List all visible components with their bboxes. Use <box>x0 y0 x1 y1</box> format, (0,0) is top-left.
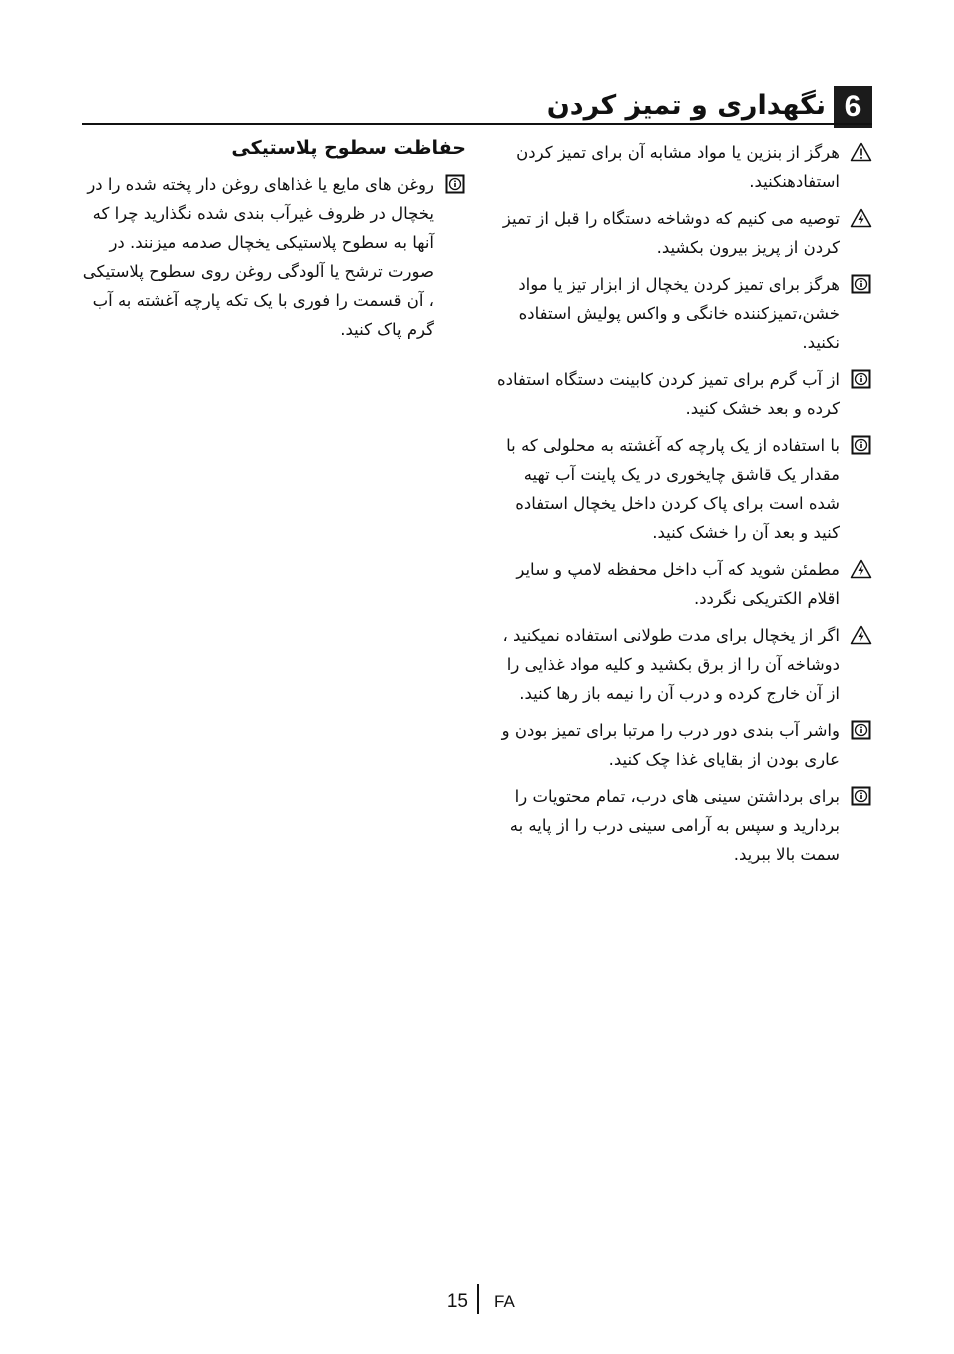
info-icon <box>850 274 872 294</box>
list-item <box>490 782 872 869</box>
list-item <box>82 170 466 344</box>
info-icon <box>850 786 872 806</box>
item-text: اگر از یخچال برای مدت طولانی استفاده نمیکنید ، دوشاخه آن را از برق بکشید و کلیه مواد غذایی را از آن خارج کرده و درب آن را نیمه باز رها کنید. <box>502 626 840 703</box>
list-item <box>490 431 872 547</box>
language-code: FA <box>494 1292 515 1311</box>
section-subtitle: حفاظت سطوح پلاستیکی <box>231 137 466 159</box>
warning-icon <box>850 142 872 162</box>
list-item <box>490 621 872 708</box>
info-icon <box>444 174 466 194</box>
left-column <box>82 134 466 352</box>
electric-warning-icon <box>850 625 872 645</box>
item-text: برای برداشتن سینی های درب، تمام محتویات را بردارید و سپس به آرامی سینی درب را از پایه به سمت بالا ببرید. <box>509 787 840 864</box>
header-rule <box>82 123 872 125</box>
chapter-header <box>82 80 872 125</box>
item-text: واشر آب بندی دور درب را مرتبا برای تمیز بودن و عاری بودن از بقایای غذا چک کنید. <box>501 721 840 769</box>
item-text: مطمئن شوید که آب داخل محفظه لامپ و سایر اقلام الکتریکی نگردد. <box>516 560 840 608</box>
list-item <box>490 716 872 774</box>
list-item <box>490 555 872 613</box>
item-text: هرگز برای تمیز کردن یخچال از ابزار تیز یا مواد خشن،تمیزکننده خانگی و واکس پولیش استفاده نکنید. <box>518 275 840 352</box>
info-icon <box>850 435 872 455</box>
item-text: از آب گرم برای تمیز کردن کابینت دستگاه استفاده کرده و بعد خشک کنید. <box>497 370 840 418</box>
info-icon <box>850 720 872 740</box>
footer-divider <box>477 1284 479 1314</box>
electric-warning-icon <box>850 208 872 228</box>
list-item <box>490 204 872 262</box>
info-icon <box>850 369 872 389</box>
page-number: 15 <box>446 1291 468 1312</box>
chapter-title: نگهداری و تمیز کردن <box>546 90 826 121</box>
item-text: روغن های مایع یا غذاهای روغن دار پخته شده را در یخچال در ظروف غیرآب بندی شده نگذارید چرا که آنها به سطوح پلاستیکی یخچال صدمه میزنند. در صورت ترشح یا آلودگی روغن روی سطوح پلاستیکی ، آن قسمت را فوری با یک تکه پارچه آغشته به آب گرم پاک کنید. <box>82 175 434 339</box>
chapter-number-badge: 6 <box>834 86 872 128</box>
list-item <box>490 270 872 357</box>
list-item <box>490 365 872 423</box>
electric-warning-icon <box>850 559 872 579</box>
item-text: هرگز از بنزین یا مواد مشابه آن برای تمیز کردن استفادهنکنید. <box>516 143 840 191</box>
list-item <box>490 138 872 196</box>
item-text: توصیه می کنیم که دوشاخه دستگاه را قبل از تمیز کردن از پریز بیرون بکشید. <box>502 209 840 257</box>
right-column <box>490 138 872 877</box>
item-text: با استفاده از یک پارچه که آغشته به محلولی که با مقدار یک قاشق چایخوری در یک پاینت آب تهیه شده است برای پاک کردن داخل یخچال استفاده کنید و بعد آن را خشک کنید. <box>506 436 840 542</box>
